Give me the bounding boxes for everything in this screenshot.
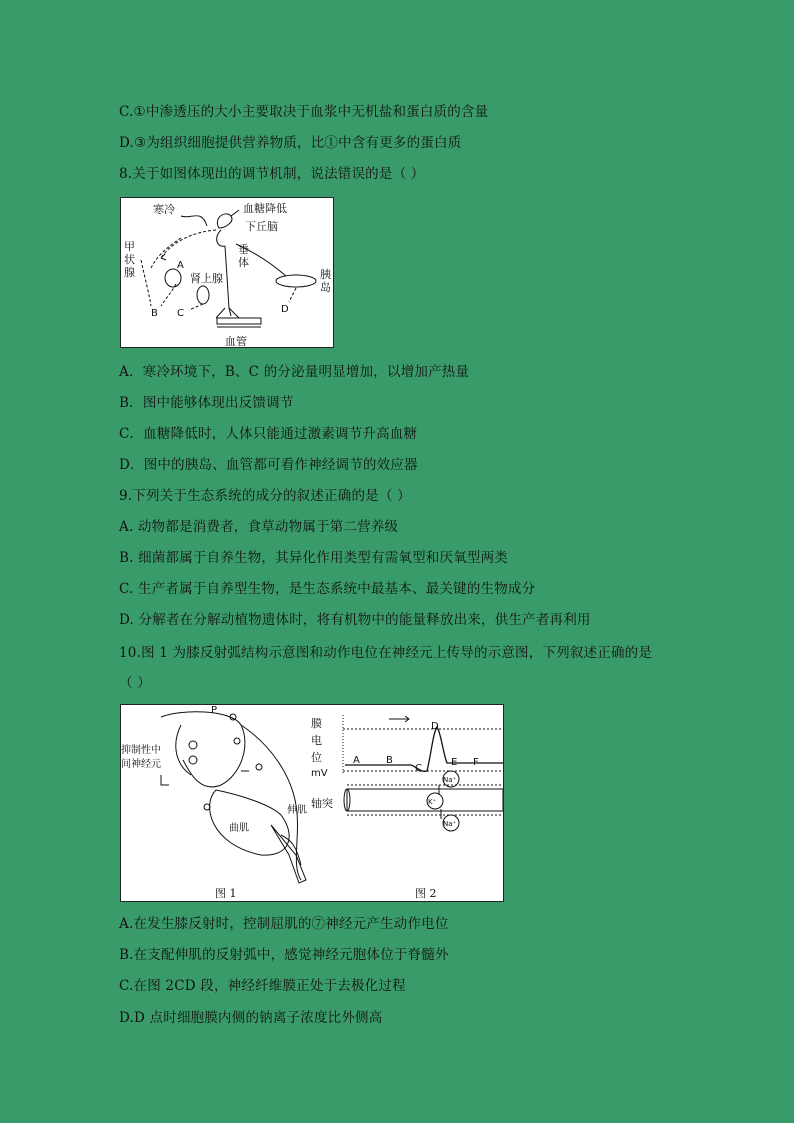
label-extensor: 伸肌 <box>287 805 307 816</box>
label-point-d: D <box>431 721 439 732</box>
label-thyroid-2: 状 <box>124 253 135 266</box>
label-hypothalamus: 下丘脑 <box>245 220 278 233</box>
label-membrane-1: 膜 <box>311 717 322 730</box>
label-membrane-2: 电 <box>311 734 322 747</box>
fig2-action-potential <box>311 715 503 900</box>
label-islet-2: 岛 <box>320 281 331 294</box>
q8-option-d: D．图中的胰岛、血管都可看作神经调节的效应器 <box>119 457 418 473</box>
q9-option-d: D. 分解者在分解动植物遗体时，将有机物中的能量释放出来，供生产者再利用 <box>119 612 591 628</box>
label-c: C <box>177 308 184 319</box>
label-thyroid-1: 甲 <box>124 240 135 253</box>
q8-figure <box>120 197 334 348</box>
label-point-c: C <box>415 763 422 774</box>
label-k: K⁺ <box>428 798 437 806</box>
label-vessel: 血管 <box>225 335 247 347</box>
q7-option-d: D.③为组织细胞提供营养物质，比①中含有更多的蛋白质 <box>119 135 462 151</box>
q10-option-c: C.在图 2CD 段，神经纤维膜正处于去极化过程 <box>119 978 406 994</box>
label-pituitary-2: 体 <box>238 256 249 269</box>
q8-option-a: A．寒冷环境下，B、C 的分泌量明显增加，以增加产热量 <box>119 364 470 380</box>
label-point-b: B <box>386 755 393 766</box>
label-membrane-3: 位 <box>311 751 322 764</box>
label-pituitary-1: 垂 <box>238 243 249 256</box>
label-point-a: A <box>353 755 360 766</box>
label-cold: 寒冷 <box>153 203 175 216</box>
label-blood-sugar-low: 血糖降低 <box>243 202 287 215</box>
label-point-f: F <box>473 757 479 768</box>
q9-stem: 9.下列关于生态系统的成分的叙述正确的是（ ） <box>119 488 411 504</box>
regulation-diagram-drawing <box>141 210 316 327</box>
q9-option-a: A. 动物都是消费者，食草动物属于第二营养级 <box>119 519 399 535</box>
label-na-bottom: Na⁺ <box>443 820 457 828</box>
label-islet-1: 胰 <box>320 268 331 281</box>
fig2-caption: 图 2 <box>415 887 437 900</box>
label-b: B <box>151 308 158 319</box>
label-a: A <box>177 260 184 271</box>
q10-option-a: A.在发生膝反射时，控制屈肌的⑦神经元产生动作电位 <box>119 916 449 932</box>
label-d: D <box>281 304 289 315</box>
q8-stem: 8.关于如图体现出的调节机制，说法错误的是（ ） <box>119 166 425 182</box>
fig1-caption: 图 1 <box>215 887 237 900</box>
q10-stem-2: （ ） <box>119 675 151 691</box>
q8-option-b: B．图中能够体现出反馈调节 <box>119 395 294 411</box>
label-axon: 轴突 <box>311 797 333 810</box>
q8-option-c: C．血糖降低时，人体只能通过激素调节升高血糖 <box>119 426 418 442</box>
label-inhibitory-1: 抑制性中 <box>121 745 161 756</box>
label-adrenal: 肾上腺 <box>190 272 223 285</box>
label-na-top: Na⁺ <box>443 776 457 784</box>
q9-option-c: C. 生产者属于自养型生物，是生态系统中最基本、最关键的生物成分 <box>119 581 536 597</box>
q10-figure <box>120 704 504 902</box>
label-inhibitory-2: 间神经元 <box>121 759 161 770</box>
fig1-reflex-arc <box>121 705 307 900</box>
label-p: P <box>211 705 218 716</box>
q10-stem-1: 10.图 1 为膝反射弧结构示意图和动作电位在神经元上传导的示意图，下列叙述正确的是 <box>119 645 653 661</box>
label-point-e: E <box>451 757 458 768</box>
label-mv: mV <box>311 768 328 779</box>
q9-option-b: B. 细菌都属于自养生物，其异化作用类型有需氧型和厌氧型两类 <box>119 550 509 566</box>
label-thyroid-3: 腺 <box>124 266 135 279</box>
q10-option-d: D.D 点时细胞膜内侧的钠离子浓度比外侧高 <box>119 1010 383 1026</box>
label-flexor: 曲肌 <box>229 823 249 834</box>
q10-option-b: B.在支配伸肌的反射弧中，感觉神经元胞体位于脊髓外 <box>119 947 449 963</box>
q7-option-c: C.①中渗透压的大小主要取决于血浆中无机盐和蛋白质的含量 <box>119 104 489 120</box>
